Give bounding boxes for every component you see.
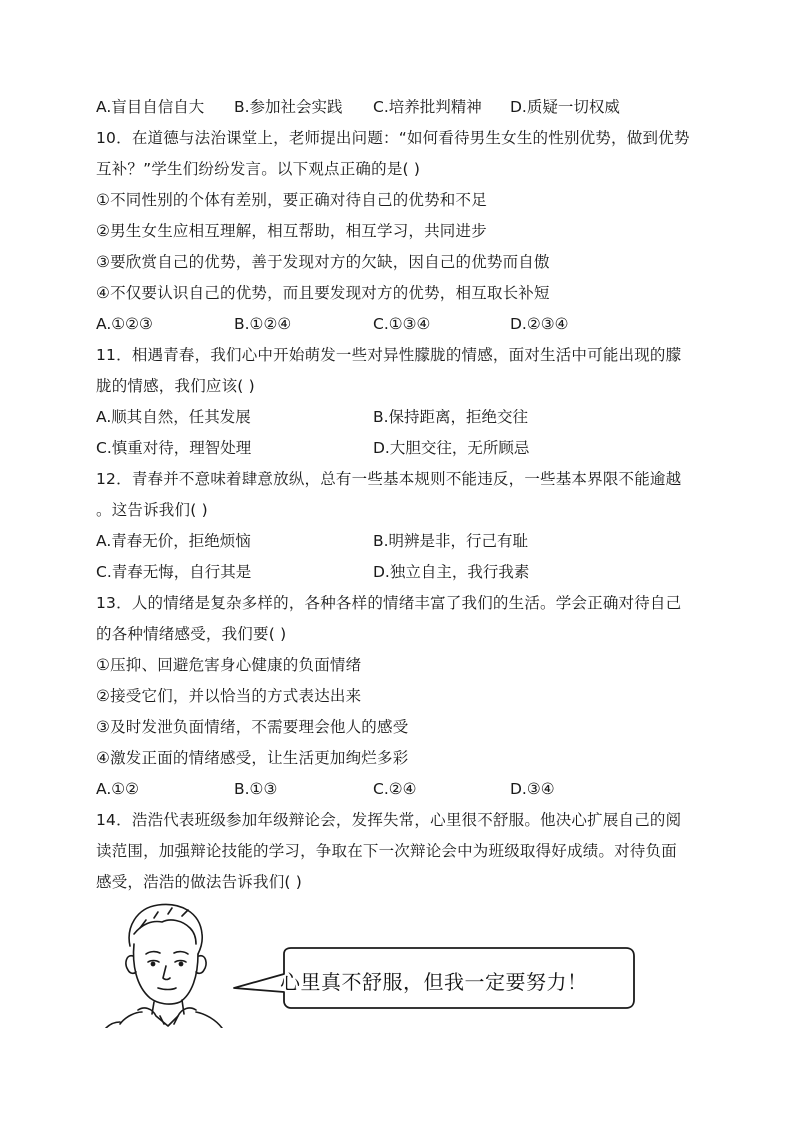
q9-option-c[interactable]: C.培养批判精神 <box>373 98 482 116</box>
q13-stem-line1: 13．人的情绪是复杂多样的，各种各样的情绪丰富了我们的生活。学会正确对待自己 <box>96 594 682 612</box>
q11-stem-line1: 11．相遇青春，我们心中开始萌发一些对异性朦胧的情感，面对生活中可能出现的朦 <box>96 346 682 364</box>
q11-option-b[interactable]: B.保持距离，拒绝交往 <box>373 408 529 426</box>
q14-stem-line1: 14．浩浩代表班级参加年级辩论会，发挥失常，心里很不舒服。他决心扩展自己的阅 <box>96 811 682 829</box>
q13-option-d[interactable]: D.③④ <box>510 780 555 798</box>
q10-option-b[interactable]: B.①②④ <box>234 315 292 333</box>
q12-option-b[interactable]: B.明辨是非，行己有耻 <box>373 532 529 550</box>
q10-item-3: ③要欣赏自己的优势，善于发现对方的欠缺，因自己的优势而自傲 <box>96 253 550 271</box>
q14-stem-line2: 读范围，加强辩论技能的学习，争取在下一次辩论会中为班级取得好成绩。对待负面 <box>96 842 677 860</box>
q12-option-a[interactable]: A.青春无价，拒绝烦恼 <box>96 532 251 550</box>
q12-option-c[interactable]: C.青春无悔，自行其是 <box>96 563 252 581</box>
q10-stem-line2: 互补？”学生们纷纷发言。以下观点正确的是( ) <box>96 160 421 178</box>
q10-item-2: ②男生女生应相互理解，相互帮助，相互学习，共同进步 <box>96 222 487 240</box>
q9-option-a[interactable]: A.盲目自信自大 <box>96 98 205 116</box>
q9-option-d[interactable]: D.质疑一切权威 <box>510 98 620 116</box>
q10-option-d[interactable]: D.②③④ <box>510 315 569 333</box>
q13-option-b[interactable]: B.①③ <box>234 780 278 798</box>
q13-item-2: ②接受它们，并以恰当的方式表达出来 <box>96 687 362 705</box>
q13-option-a[interactable]: A.①② <box>96 780 140 798</box>
boy-illustration <box>96 898 641 1028</box>
q10-stem-line1: 10．在道德与法治课堂上，老师提出问题：“如何看待男生女生的性别优势，做到优势 <box>96 129 690 147</box>
q10-option-c[interactable]: C.①③④ <box>373 315 431 333</box>
q12-option-d[interactable]: D.独立自主，我行我素 <box>373 563 530 581</box>
q10-item-4: ④不仅要认识自己的优势，而且要发现对方的优势，相互取长补短 <box>96 284 550 302</box>
q10-option-a[interactable]: A.①②③ <box>96 315 153 333</box>
q13-stem-line2: 的各种情绪感受，我们要( ) <box>96 625 287 643</box>
q10-item-1: ①不同性别的个体有差别，要正确对待自己的优势和不足 <box>96 191 487 209</box>
q11-option-d[interactable]: D.大胆交往，无所顾忌 <box>373 439 530 457</box>
q14-stem-line3: 感受，浩浩的做法告诉我们( ) <box>96 873 303 891</box>
q13-item-1: ①压抑、回避危害身心健康的负面情绪 <box>96 656 362 674</box>
q9-option-b[interactable]: B.参加社会实践 <box>234 98 343 116</box>
q12-stem-line1: 12．青春并不意味着肆意放纵，总有一些基本规则不能违反，一些基本界限不能逾越 <box>96 470 682 488</box>
q11-option-c[interactable]: C.慎重对待，理智处理 <box>96 439 252 457</box>
speech-bubble-text: 心里真不舒服，但我一定要努力！ <box>280 970 588 994</box>
boy-figure-icon <box>106 904 222 1028</box>
q13-item-4: ④激发正面的情绪感受，让生活更加绚烂多彩 <box>96 749 409 767</box>
q11-option-a[interactable]: A.顺其自然，任其发展 <box>96 408 251 426</box>
q13-item-3: ③及时发泄负面情绪，不需要理会他人的感受 <box>96 718 409 736</box>
q12-stem-line2: 。这告诉我们( ) <box>96 501 208 519</box>
q11-stem-line2: 胧的情感，我们应该( ) <box>96 377 255 395</box>
q13-option-c[interactable]: C.②④ <box>373 780 417 798</box>
